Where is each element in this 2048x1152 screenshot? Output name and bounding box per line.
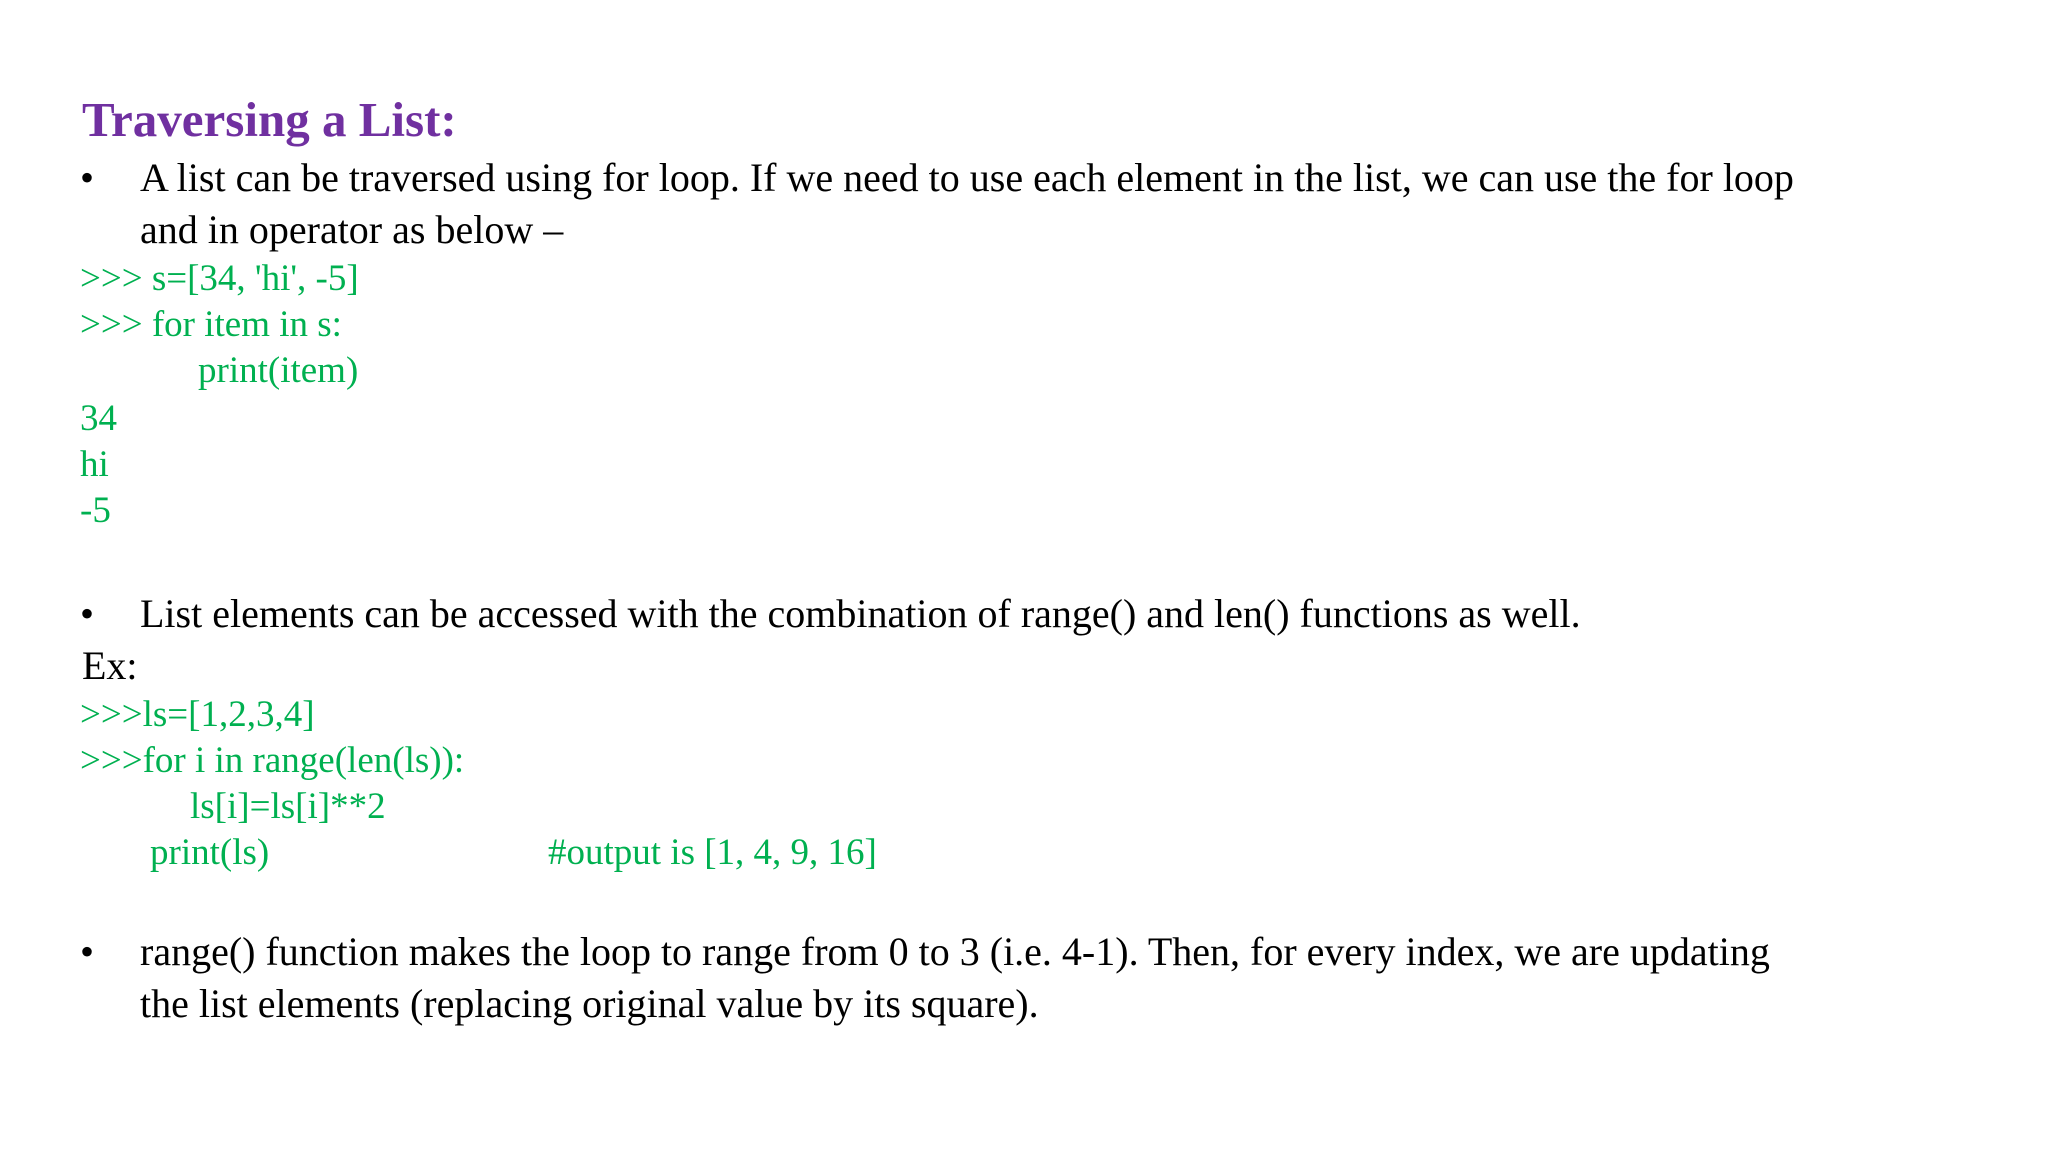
bullet-marker: •: [80, 155, 95, 200]
slide-title: Traversing a List:: [82, 92, 457, 147]
code2-line1: >>>ls=[1,2,3,4]: [80, 694, 315, 735]
bullet3-line1: range() function makes the loop to range from 0 to 3 (i.e. 4-1). Then, for every index, we are updating: [140, 929, 1770, 974]
code1-line1: >>> s=[34, 'hi', -5]: [80, 258, 359, 299]
code1-line2: >>> for item in s:: [80, 304, 342, 345]
bullet-marker: •: [80, 591, 95, 636]
code2-line4: print(ls): [150, 832, 270, 873]
bullet-marker: •: [80, 929, 95, 974]
code2-comment: #output is [1, 4, 9, 16]: [548, 832, 877, 873]
code2-line3: ls[i]=ls[i]**2: [190, 786, 386, 827]
code2-line2: >>>for i in range(len(ls)):: [80, 740, 465, 781]
code1-output3: -5: [80, 490, 111, 531]
ex-label: Ex:: [82, 643, 138, 688]
bullet3-line2: the list elements (replacing original value by its square).: [140, 981, 1039, 1026]
code1-output2: hi: [80, 444, 109, 485]
bullet2-line1: List elements can be accessed with the combination of range() and len() functions as well.: [140, 591, 1581, 636]
bullet1-line1: A list can be traversed using for loop. If we need to use each element in the list, we can use the for loop: [140, 155, 1794, 200]
code1-line3: print(item): [198, 350, 359, 391]
bullet1-line2: and in operator as below –: [140, 207, 564, 252]
code1-output1: 34: [80, 398, 117, 439]
